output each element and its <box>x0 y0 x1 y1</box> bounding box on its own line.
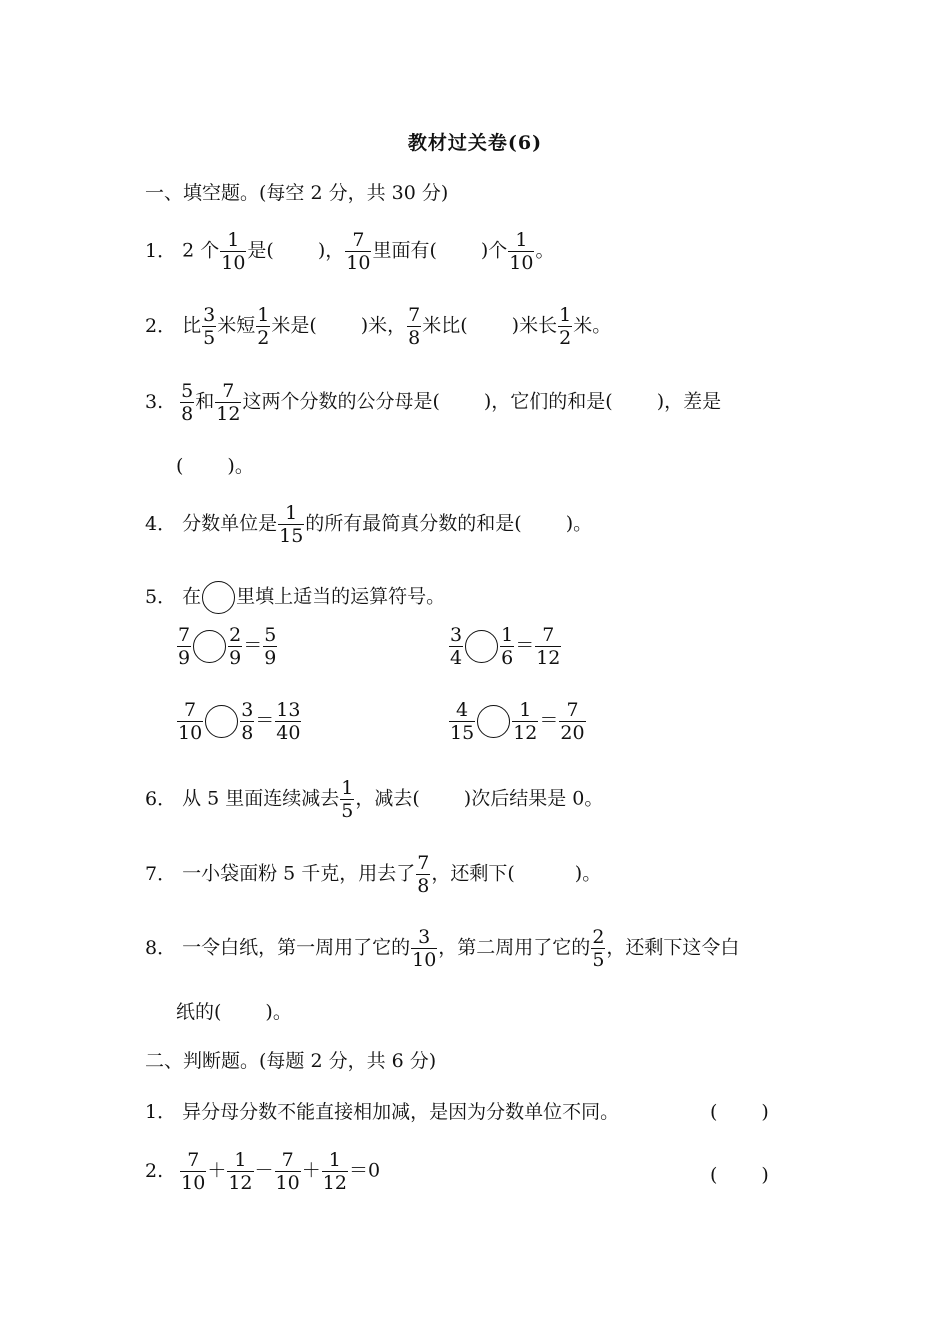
equals-sign: ＝ <box>255 709 275 732</box>
fraction: $\frac{1}{5}$ <box>341 777 354 822</box>
question-text: )米， <box>360 314 407 337</box>
question-2-2 <box>145 1149 380 1194</box>
fraction: $\frac{13}{40}$ <box>276 699 301 744</box>
fraction: $\frac{1}{10}$ <box>221 229 246 274</box>
fraction: $\frac{7}{10}$ <box>346 229 371 274</box>
question-number: 7． <box>145 862 177 885</box>
fraction: $\frac{3}{10}$ <box>412 926 437 971</box>
question-text: )次后结果是 0。 <box>463 787 604 810</box>
section2-heading: 二、判断题。(每题 2 分，共 6 分) <box>145 1050 437 1072</box>
question-text: ，第二周用了它的 <box>438 936 591 959</box>
equals-sign: ＝ <box>539 709 559 732</box>
question-1-3 <box>145 380 721 425</box>
question-text: 米。 <box>573 314 612 337</box>
equals-zero: ＝0 <box>348 1159 381 1182</box>
question-1-4 <box>145 502 592 547</box>
page-title: 教材过关卷(6) <box>407 132 543 154</box>
plus-sign: ＋ <box>301 1159 321 1182</box>
fraction: $\frac{1}{6}$ <box>501 624 514 669</box>
question-text: 是( <box>247 239 274 262</box>
question-text: )米长 <box>511 314 558 337</box>
section1-heading: 一、填空题。(每空 2 分，共 30 分) <box>145 182 449 204</box>
question-text: ( <box>176 455 184 477</box>
question-text: 里填上适当的运算符号。 <box>236 585 446 608</box>
question-1-5 <box>145 581 445 614</box>
question-1-1 <box>145 229 555 274</box>
question-number: 6． <box>145 787 177 810</box>
operator-circle[interactable] <box>465 630 498 663</box>
question-text: ，还剩下这令白 <box>606 936 740 959</box>
question-text: 在 <box>182 585 202 608</box>
minus-sign: － <box>254 1159 274 1182</box>
fraction: $\frac{4}{15}$ <box>450 699 475 744</box>
fraction: $\frac{7}{9}$ <box>178 624 191 669</box>
operator-circle[interactable] <box>202 581 235 614</box>
question-number: 5． <box>145 585 177 608</box>
fraction: $\frac{1}{12}$ <box>322 1149 347 1194</box>
question-number: 2． <box>145 314 177 337</box>
equation-2 <box>448 624 562 669</box>
question-text: )。 <box>574 862 602 885</box>
fraction: $\frac{5}{9}$ <box>264 624 277 669</box>
question-number: 1． <box>145 239 177 262</box>
question-text: 这两个分数的公分母是( <box>242 390 440 413</box>
equation-1 <box>176 624 278 669</box>
plus-sign: ＋ <box>207 1159 227 1182</box>
question-text: 和 <box>195 390 215 413</box>
question-text: ，还剩下( <box>431 862 515 885</box>
question-number: 4． <box>145 512 177 535</box>
fraction: $\frac{1}{15}$ <box>279 502 304 547</box>
question-number: 1． <box>145 1101 177 1123</box>
question-text: 比 <box>182 314 202 337</box>
question-text: ，减去( <box>355 787 420 810</box>
equation-4 <box>448 699 587 744</box>
question-1-3-cont <box>176 453 254 479</box>
question-text: 一令白纸，第一周用了它的 <box>182 936 411 959</box>
fraction: $\frac{7}{8}$ <box>417 852 430 897</box>
question-2-1 <box>145 1099 619 1125</box>
equals-sign: ＝ <box>243 634 263 657</box>
question-text: 米短 <box>217 314 256 337</box>
question-text: )， <box>317 239 345 262</box>
fraction: $\frac{7}{12}$ <box>536 624 561 669</box>
judgement-bracket[interactable]: ( ) <box>710 1164 769 1186</box>
question-1-8 <box>145 926 739 971</box>
fraction: $\frac{7}{8}$ <box>408 304 421 349</box>
fraction: $\frac{2}{9}$ <box>229 624 242 669</box>
question-text: )。 <box>265 1001 292 1023</box>
question-number: 3. <box>145 390 164 413</box>
question-text: )。 <box>227 455 254 477</box>
fraction: $\frac{3}{5}$ <box>203 304 216 349</box>
question-text: )，它们的和是( <box>483 390 613 413</box>
question-text: 的所有最简真分数的和是( <box>305 512 522 535</box>
fraction: $\frac{1}{12}$ <box>228 1149 253 1194</box>
fraction: $\frac{7}{10}$ <box>275 1149 300 1194</box>
question-text: 一小袋面粉 5 千克，用去了 <box>182 862 416 885</box>
fraction: $\frac{1}{2}$ <box>257 304 270 349</box>
fraction: $\frac{3}{8}$ <box>241 699 254 744</box>
question-1-6 <box>145 777 603 822</box>
question-text: 。 <box>535 239 555 262</box>
fraction: $\frac{1}{2}$ <box>559 304 572 349</box>
question-text: 米是( <box>271 314 317 337</box>
question-text: 2 个 <box>182 239 220 262</box>
question-1-2 <box>145 304 611 349</box>
operator-circle[interactable] <box>477 705 510 738</box>
judgement-bracket[interactable]: ( ) <box>710 1101 769 1123</box>
fraction: $\frac{1}{12}$ <box>513 699 538 744</box>
question-text: 米比( <box>422 314 468 337</box>
question-text: )。 <box>565 512 593 535</box>
question-text: 里面有( <box>372 239 437 262</box>
question-text: )个 <box>480 239 508 262</box>
fraction: $\frac{3}{4}$ <box>450 624 463 669</box>
question-1-8-cont <box>176 999 292 1025</box>
fraction: $\frac{7}{10}$ <box>181 1149 206 1194</box>
fraction: $\frac{7}{12}$ <box>216 380 241 425</box>
question-number: 8． <box>145 936 177 959</box>
question-text: 异分母分数不能直接相加减，是因为分数单位不同。 <box>182 1101 620 1123</box>
fraction: $\frac{7}{10}$ <box>178 699 203 744</box>
operator-circle[interactable] <box>205 705 238 738</box>
question-text: )，差是 <box>656 390 722 413</box>
question-1-7 <box>145 852 601 897</box>
question-number: 2. <box>145 1159 164 1182</box>
question-text: 从 5 里面连续减去 <box>182 787 340 810</box>
fraction: $\frac{7}{20}$ <box>560 699 585 744</box>
equation-3 <box>176 699 302 744</box>
operator-circle[interactable] <box>193 630 226 663</box>
fraction: $\frac{1}{10}$ <box>509 229 534 274</box>
equals-sign: ＝ <box>515 634 535 657</box>
question-text: 分数单位是 <box>182 512 278 535</box>
fraction: $\frac{2}{5}$ <box>592 926 605 971</box>
fraction: $\frac{5}{8}$ <box>181 380 194 425</box>
question-text: 纸的( <box>176 1001 222 1023</box>
